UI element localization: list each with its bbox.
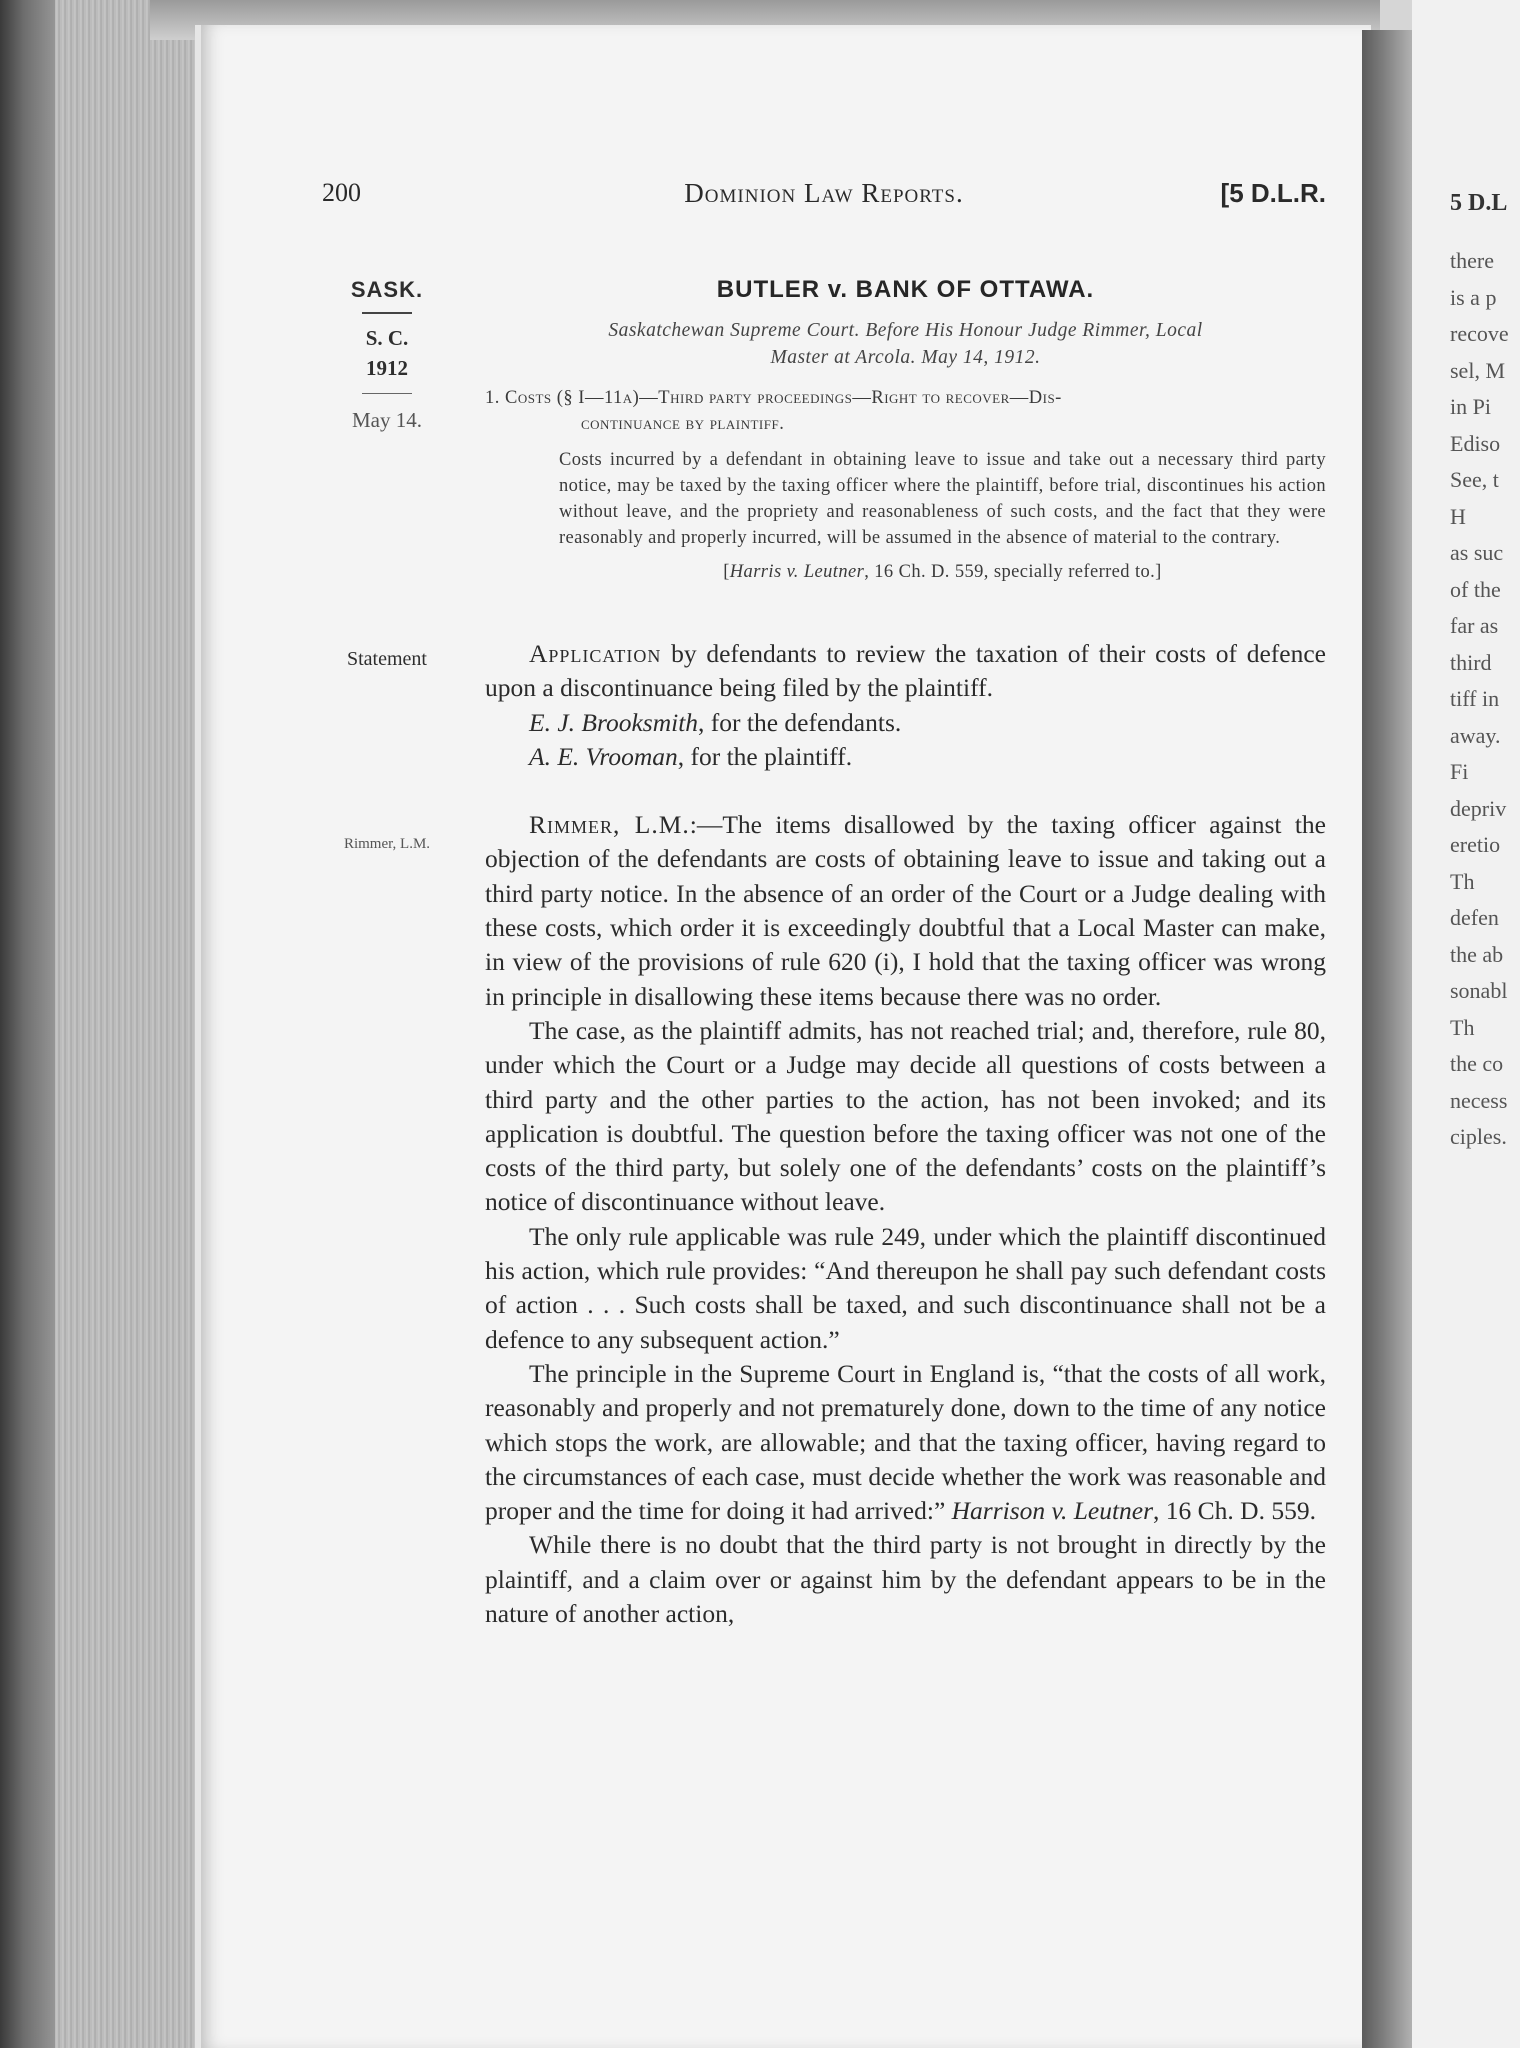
judgment-paragraph-2: The case, as the plaintiff admits, has not reached trial; and, therefore, rule 80, under which the Court or a Judge may decide all questions of costs between a third party and the other parties to the action, has not been invoked; and its application is doubtful. The question before the taxing officer was not one of the costs of the third party, but solely one of the defendants’ costs on the plaintiff’s notice of discontinuance without leave. [485,1015,1326,1217]
counsel-1-role: , for the defendants. [698,707,902,737]
journal-title: Dominion Law Reports. [684,178,964,208]
page-stack-edge [55,0,195,2048]
adjacent-fragment: H [1450,503,1466,529]
case-title: BUTLER v. BANK OF OTTAWA. [716,276,1095,303]
citation-case-name: Harrison v. Leutner [951,1496,1154,1526]
margin-jurisdiction: SASK. [350,277,424,302]
headnote-reference [485,559,1326,585]
adjacent-fragment: necess [1450,1087,1508,1113]
adjacent-fragment: tiff in [1450,686,1500,711]
volume-label: [5 D.L.R. [1220,178,1326,208]
adjacent-fragment: Th [1450,868,1475,894]
adjacent-fragment: Fi [1450,759,1469,784]
judgment-paragraph-3: The only rule applicable was rule 249, under which the plaintiff discontinued his action, which rule provides: “And thereupon he shall pay such defendant costs of action . . . Such costs shall be taxed, and such discontinuance shall not be a defence to any subsequent action.” [485,1221,1326,1354]
court-line [485,317,1326,371]
adjacent-fragment: far as [1450,613,1499,638]
counsel-defendants [485,706,1326,740]
counsel-1-name: E. J. Brooksmith [529,707,699,737]
headnote [485,385,1326,585]
judgment-text-1: :—The items disallowed by the taxing officer against the objection of the defendants are costs of obtaining leave to issue and taking out a third party notice. In the absence of an order of the Court or a Judge dealing with these costs, which order it is exceedingly doubtful that a Local Master can make, in view of the provisions of rule 620 (i), I hold that the taxing officer was wrong in principle in disallowing these items because there was no order. [485,810,1326,1011]
judgment-paragraph-4 [485,1357,1326,1528]
margin-year: 1912 [366,356,408,380]
counsel-2-role: , for the plaintiff. [677,741,853,771]
judgment-paragraph-5: While there is no doubt that the third party is not brought in directly by the plaintiff, and a claim over or against him by the defendant appears to be in the nature of another action, [485,1530,1326,1629]
adjacent-fragment: See, t [1450,467,1499,492]
margin-rule [362,312,412,314]
citation-rest: , 16 Ch. D. 559. [1153,1496,1316,1526]
counsel-plaintiff [485,740,1326,774]
judgment-lead: Rimmer, L.M. [529,810,690,840]
adjacent-fragment: in Pi [1450,394,1491,419]
statement-text: by defendants to review the taxation of their costs of defence upon a discontinuance being filed by the plaintiff. [485,639,1326,703]
adjacent-fragment: sonabl [1450,978,1508,1003]
statement-lead: Application [529,639,662,668]
adjacent-fragment: depriv [1450,795,1507,821]
adjacent-fragment: third [1450,649,1492,675]
judgment-body [485,637,1326,1631]
spacer [485,774,1326,808]
court-line-2: Master at Arcola. May 14, 1912. [770,347,1041,368]
book-spine-edge [0,0,60,2048]
statement-paragraph [485,637,1326,706]
ref-open: [ [723,562,730,582]
judgment-paragraph-1 [485,808,1326,1014]
adjacent-fragment: the co [1450,1051,1504,1076]
book-gutter [1362,30,1414,2048]
headnote-summary: Costs incurred by a defendant in obtaining leave to issue and take out a necessary third party notice, may be taxed by the taxing officer where the plaintiff, before trial, discontinues his action without leave, and the propriety and reasonableness of such costs, and the fact that they were reasonably and properly incurred, will be assumed in the absence of material to the contrary. [559,450,1326,548]
adjacent-fragment: Ediso [1450,430,1501,456]
adjacent-fragment: there [1450,248,1494,273]
adjacent-page [1412,0,1520,2048]
adjacent-fragment: eretio [1450,832,1501,857]
adjacent-fragment: is a p [1450,284,1497,310]
adjacent-fragment: of the [1450,576,1501,602]
adjacent-fragment: Th [1450,1014,1475,1040]
page-number: 200 [322,178,361,207]
ref-rest: , 16 Ch. D. 559, specially referred to.] [864,562,1162,582]
adjacent-fragment: ciples. [1450,1124,1507,1149]
headnote-topic-line-2: continuance by plaintiff. [581,414,785,434]
adjacent-fragment: the ab [1450,941,1504,967]
adjacent-fragment: defen [1450,905,1499,930]
adjacent-fragment: as suc [1450,540,1504,565]
headnote-topic-line-1: 1. Costs (§ I—11a)—Third party proceedings—Right to recover—Dis- [485,388,1062,408]
adjacent-fragment: recove [1450,321,1509,346]
adjacent-fragment: away. [1450,722,1501,748]
margin-judge-label: Rimmer, L.M. [343,836,431,852]
judgment-text-4: The principle in the Supreme Court in England is, “that the costs of all work, reasonably and properly and not prematurely done, down to the time of any notice which stops the work, are allowable; and that the taxing officer, having regard to the circumstances of each case, must decide whether the work was reasonable and proper and the time for doing it had arrived:” [485,1358,1326,1526]
margin-date: May 14. [352,408,422,432]
adjacent-header-fragment: 5 D.L [1450,190,1508,216]
counsel-2-name: A. E. Vrooman [529,741,678,771]
court-line-1: Saskatchewan Supreme Court. Before His Honour Judge Rimmer, Local [608,320,1203,341]
running-header [322,178,1326,214]
margin-court: S. C. [365,326,409,350]
margin-statement-label: Statement [347,648,427,670]
ref-case-name: Harris v. Leutner [729,562,865,582]
margin-rule [362,393,412,394]
headnote-topic [485,385,1326,437]
adjacent-fragment: sel, M [1450,357,1505,383]
